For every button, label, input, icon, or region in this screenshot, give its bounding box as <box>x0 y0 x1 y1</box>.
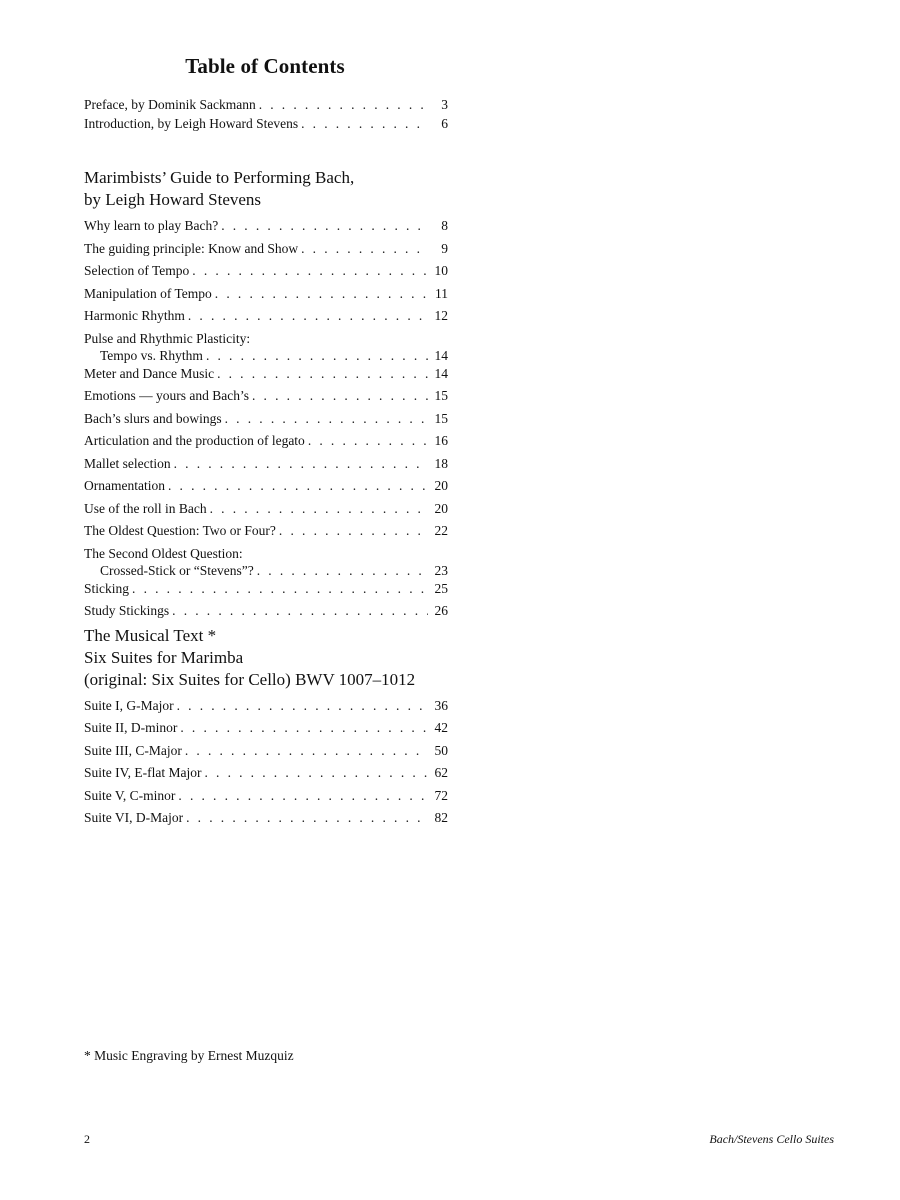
toc-entry-label: Suite V, C-minor <box>84 787 176 803</box>
toc-entry-page: 20 <box>434 478 448 493</box>
dot-leader <box>301 115 428 132</box>
toc-entry[interactable] <box>84 697 448 720</box>
toc-entry-label: Tempo vs. Rhythm <box>100 347 203 363</box>
toc-entry[interactable] <box>84 580 448 603</box>
toc-entry[interactable] <box>84 115 448 134</box>
toc-entry-label: Articulation and the production of legato <box>84 433 305 448</box>
section-heading-line: by Leigh Howard Stevens <box>84 190 262 209</box>
toc-entry-page: 9 <box>441 240 448 256</box>
toc-entry[interactable] <box>84 307 448 330</box>
dot-leader <box>210 500 428 517</box>
toc-entry-label: Bach’s slurs and bowings <box>84 410 222 426</box>
toc-entry-label: Preface, by Dominik Sackmann <box>84 97 256 112</box>
toc-entry[interactable] <box>84 809 448 832</box>
toc-entry-page: 11 <box>435 285 448 301</box>
dot-leader <box>206 347 428 364</box>
page-number: 2 <box>84 1132 90 1146</box>
toc-entry-page: 22 <box>434 523 448 538</box>
toc-entry-page: 14 <box>434 365 448 381</box>
toc-entry[interactable] <box>84 365 448 388</box>
toc-entry-page: 20 <box>434 500 448 516</box>
front-matter-list <box>84 96 448 134</box>
toc-entry-label: Crossed-Stick or “Stevens”? <box>100 562 254 578</box>
toc-entry-page: 14 <box>434 347 448 363</box>
section-heading <box>84 625 448 691</box>
page-title: Table of Contents <box>185 54 345 78</box>
running-title: Bach/Stevens Cello Suites <box>709 1132 834 1146</box>
toc-entry-heading: Pulse and Rhythmic Plasticity: <box>84 330 251 346</box>
dot-leader <box>132 580 428 597</box>
toc-entry[interactable] <box>84 217 448 240</box>
dot-leader <box>192 262 428 279</box>
toc-entry-page: 3 <box>441 97 448 112</box>
toc-entry[interactable] <box>84 285 448 308</box>
toc-entry[interactable] <box>84 764 448 787</box>
toc-entry-page: 72 <box>434 787 448 803</box>
toc-entry[interactable] <box>84 455 448 478</box>
toc-entry-label: Emotions — yours and Bach’s <box>84 388 249 403</box>
toc-entry-page: 25 <box>434 580 448 596</box>
section-heading-line: Six Suites for Marimba <box>84 647 244 667</box>
toc-entry-label: Why learn to play Bach? <box>84 218 219 233</box>
section-heading-line: Marimbists’ Guide to Performing Bach, <box>84 168 355 187</box>
toc-entry-label: Study Stickings <box>84 603 170 618</box>
toc-entry-label: Ornamentation <box>84 478 165 493</box>
toc-entry-label: Use of the roll in Bach <box>84 500 207 516</box>
toc-entry[interactable] <box>84 240 448 263</box>
toc-entry[interactable] <box>84 387 448 410</box>
toc-entry-page: 62 <box>434 765 448 780</box>
toc-entry-label: Harmonic Rhythm <box>84 308 185 323</box>
toc-entry[interactable] <box>84 742 448 765</box>
dot-leader <box>225 410 428 427</box>
toc-entry-page: 18 <box>434 455 448 471</box>
toc-entry-label: Manipulation of Tempo <box>84 285 212 301</box>
toc-entry[interactable] <box>84 719 448 742</box>
toc-entry-label: Suite VI, D-Major <box>84 810 184 825</box>
toc-entry-page: 82 <box>434 810 448 825</box>
toc-entry-page: 26 <box>434 603 448 618</box>
toc-entry-label: Selection of Tempo <box>84 263 190 278</box>
toc-entry[interactable] <box>84 522 448 545</box>
dot-leader <box>185 742 428 759</box>
dot-leader <box>257 562 428 579</box>
dot-leader <box>279 522 428 539</box>
toc-entry-label: Sticking <box>84 580 130 596</box>
toc-entry-page: 36 <box>434 697 448 713</box>
dot-leader <box>301 240 428 257</box>
dot-leader <box>221 217 428 234</box>
section2-entry-list <box>84 697 448 832</box>
dot-leader <box>177 697 428 714</box>
toc-entry-heading: The Second Oldest Question: <box>84 545 243 561</box>
table-of-contents <box>84 96 448 832</box>
dot-leader <box>217 365 428 382</box>
toc-entry-label: Suite III, C-Major <box>84 742 182 758</box>
toc-entry-label: The guiding principle: Know and Show <box>84 240 299 256</box>
toc-entry[interactable] <box>84 96 448 115</box>
toc-entry[interactable] <box>84 602 448 625</box>
section-heading <box>84 167 448 211</box>
dot-leader <box>308 432 428 449</box>
dot-leader <box>259 96 428 113</box>
toc-entry[interactable] <box>84 347 448 365</box>
toc-entry-label: Mallet selection <box>84 455 171 471</box>
toc-entry[interactable] <box>84 477 448 500</box>
toc-entry-page: 12 <box>434 308 448 323</box>
toc-entry-page: 50 <box>434 742 448 758</box>
dot-leader <box>178 787 428 804</box>
toc-entry[interactable] <box>84 410 448 433</box>
toc-entry[interactable] <box>84 262 448 285</box>
toc-entry-label: Suite II, D-minor <box>84 720 178 735</box>
section-heading-line: (original: Six Suites for Cello) BWV 1007–1012 <box>84 669 416 689</box>
toc-entry-label: Meter and Dance Music <box>84 365 215 381</box>
dot-leader <box>174 455 428 472</box>
dot-leader <box>252 387 428 404</box>
dot-leader <box>186 809 428 826</box>
dot-leader <box>168 477 428 494</box>
toc-entry-page: 6 <box>441 116 448 131</box>
toc-entry-page: 8 <box>441 218 448 233</box>
toc-entry-label: Suite IV, E-flat Major <box>84 765 202 780</box>
toc-entry-page: 15 <box>434 388 448 403</box>
footnote: * Music Engraving by Ernest Muzquiz <box>84 1048 294 1063</box>
dot-leader <box>180 719 428 736</box>
toc-entry-label: Introduction, by Leigh Howard Stevens <box>84 116 299 131</box>
toc-entry-page: 42 <box>434 720 448 735</box>
toc-entry[interactable] <box>84 432 448 455</box>
toc-entry[interactable] <box>84 500 448 523</box>
dot-leader <box>204 764 428 781</box>
toc-entry-page: 15 <box>434 410 448 426</box>
toc-entry-page: 16 <box>434 433 448 448</box>
toc-entry-label: Suite I, G-Major <box>84 697 174 713</box>
dot-leader <box>172 602 428 619</box>
toc-entry-page: 23 <box>434 562 448 578</box>
section1-entry-list <box>84 217 448 625</box>
section-heading-line: The Musical Text * <box>84 625 217 645</box>
dot-leader <box>188 307 428 324</box>
toc-entry-page: 10 <box>434 263 448 278</box>
dot-leader <box>215 285 428 302</box>
toc-entry-label: The Oldest Question: Two or Four? <box>84 523 276 538</box>
toc-entry[interactable] <box>84 562 448 580</box>
toc-entry[interactable] <box>84 787 448 810</box>
